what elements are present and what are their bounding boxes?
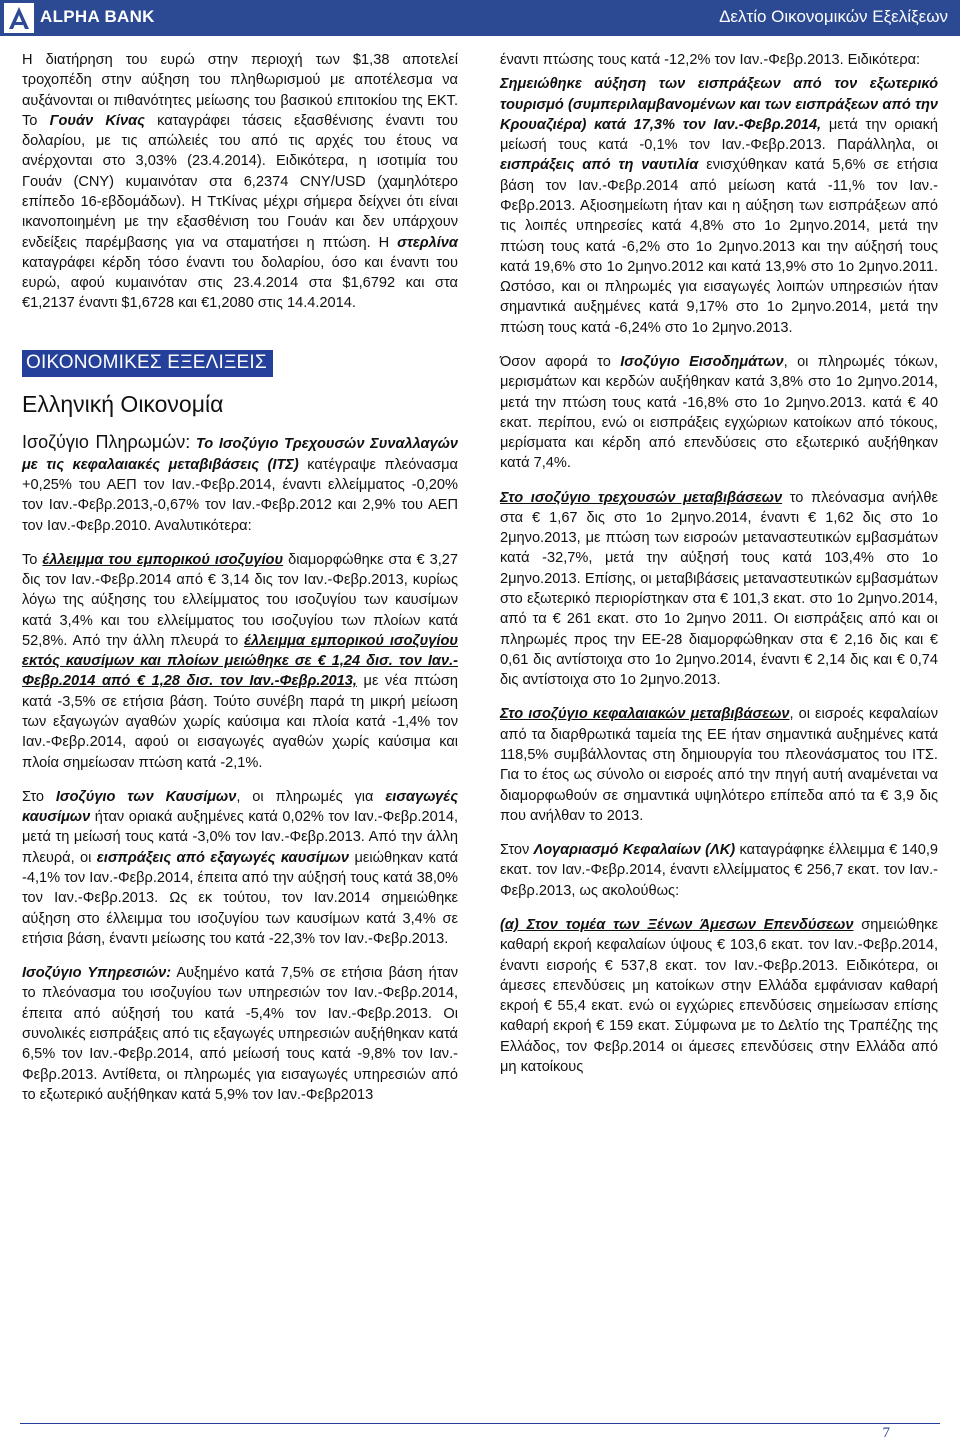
paragraph-services: Ισοζύγιο Υπηρεσιών: Αυξημένο κατά 7,5% σε ετήσια βάση ήταν το πλεόνασμα του ισοζυγίου των υπηρεσιών τον Ιαν.-Φεβρ.2014, έπειτα από αύξησή του κατά -5,4% τον Ιαν.-Φεβρ.2013. Οι συνολικές εισπράξεις από τις εξαγωγές υπηρεσιών αυξήθηκαν κατά 6,5% τον Ιαν.-Φεβρ.2014, από μείωσή τους κατά -9,8% τον Ιαν.-Φεβρ.2013. Αντίθετα, οι πληρωμές για εισαγωγές υπηρεσιών από το εξωτερικό αυξήθηκαν κατά 5,9% τον Ιαν.-Φεβρ2013 — [22, 965, 458, 1103]
paragraph-fdi: (α) Στον τομέα των Ξένων Άμεσων Επενδύσεων σημειώθηκε καθαρή εκροή κεφαλαίων ύψους € 103,6 εκατ. τον Ιαν.-Φεβρ.2014, έναντι εισροής € 537,8 εκατ. τον Ιαν.-Φεβρ.2013. Ειδικότερα, οι άμεσες επενδύσεις μη κατοίκων στην Ελλάδα εμφάνισαν καθαρή εκροή € 55,4 εκατ. ενώ οι εγχώριες επενδύσεις σημείωσαν επίσης καθαρή εκροή € 159 εκατ. Σύμφωνα με το Δελτίο της Τραπέζης της Ελλάδος, τον Φεβρ.2014 οι άμεσες επενδύσεις στην Ελλάδα από μη κατοίκους — [500, 916, 938, 1075]
document-title: Δελτίο Οικονομικών Εξελίξεων — [719, 7, 948, 26]
paragraph-services-cont: έναντι πτώσης τους κατά -12,2% τον Ιαν.-Φεβρ.2013. Ειδικότερα: — [500, 52, 921, 68]
footer-divider — [20, 1423, 940, 1424]
header-bar — [0, 0, 960, 36]
paragraph-fuel: Στο Ισοζύγιο των Καυσίμων, οι πληρωμές για εισαγωγές καυσίμων ήταν οριακά αυξημένες κατά 0,02% τον Ιαν.-Φεβρ.2014, μετά τη μείωσή τους κατά -3,0% τον Ιαν.-Φεβρ.2013. Από την άλλη πλευρά, οι εισπράξεις από εξαγωγές καυσίμων μειώθηκαν κατά -4,1% τον Ιαν.-Φεβρ.2014, έπειτα από την αύξησή τους κατά 38,0% τον Ιαν.-Φεβρ.2013. Ως εκ τούτου, τον Ιαν.2014 σημειώθηκε αύξηση στο έλλειμμα του ισοζυγίου των καυσίμων κατά 3,4% σε ετήσια βάση, έναντι μείωσης του κατά -22,3% τον Ιαν.-Φεβρ.2013. — [22, 788, 459, 947]
bank-logo-icon — [4, 3, 34, 33]
bank-name: ALPHA BANK — [40, 7, 155, 26]
paragraph-trade: Το έλλειμμα του εμπορικού ισοζυγίου διαμορφώθηκε στα € 3,27 δις τον Ιαν.-Φεβρ.2014 από € 3,14 δις τον Ιαν.-Φεβρ.2013, κυρίως λόγω της αύξησης του ελλείμματος του ισοζυγίου των καυσίμων κατά 3,4% και του ελλείμματος του ισοζυγίου των πλοίων κατά 52,8%. Από την άλλη πλευρά το έλλειμμα εμπορικού ισοζυγίου εκτός καυσίμων και πλοίων μειώθηκε σε € 1,24 δισ. τον Ιαν.-Φεβρ.2014 από € 1,28 δισ. τον Ιαν.-Φεβρ.2013, με νέα πτώση κατά -3,5% σε ετήσια βάση. Τούτο συνέβη παρά τη μικρή μείωση των εξαγωγών αγαθών χωρίς καύσιμα και πλοία κατά -1,4% τον Ιαν.-Φεβρ.2014, αφού οι εισαγωγές αγαθών χωρίς καύσιμα και πλοία σημείωσαν πτώση κατά -2,1%. — [22, 551, 458, 771]
paragraph-transfers: Στο ισοζύγιο τρεχουσών μεταβιβάσεων το πλεόνασμα ανήλθε στα € 1,67 δις στο 1ο 2μηνο.2014, έναντι € 1,62 δις στο 1ο 2μηνο.2013, με πτώση των εισροών μεταναστευτικών εμβασμάτων κατά -32,7%, μετά την αύξησή τους κατά 103,4% στο 1ο 2μηνο.2013. Επίσης, οι μεταβιβάσεις μεταναστευτικών εμβασμάτων στο εξωτερικό περιορίστηκαν στα € 101,3 εκατ. στο 1ο 2μηνο.2014, από τα € 261 εκατ. στο 1ο 2μηνο 2011. Οι εισπράξεις από και οι πληρωμές προς την ΕΕ-28 διαμορφώθηκαν στα € 2,16 δις και € 0,61 δις αντίστοιχα στο 1ο 2μηνο.2014, έναντι € 2,14 δις και € 0,74 δις αντίστοιχα στο 1ο 2μηνο.2013. — [500, 489, 938, 689]
section-title: Ελληνική Οικονομία — [22, 390, 224, 417]
right-column — [500, 50, 938, 1091]
section-header: ΟΙΚΟΝΟΜΙΚΕΣ ΕΞΕΛΙΞΕΙΣ — [22, 350, 273, 377]
page-number: 7 — [882, 1425, 890, 1441]
paragraph-capital-transfers: Στο ισοζύγιο κεφαλαιακών μεταβιβάσεων, οι εισροές κεφαλαίων από τα διαρθρωτικά ταμεία της ΕΕ ήταν σημαντικά αυξημένες κατά 118,5% συμβάλλοντας στη δημιουργία του πλεονάσματος του ΙΤΣ. Για το έτος ως σύνολο οι εισροές από την πηγή αυτή αναμένεται να διαμορφωθούν σε σημαντικά υψηλότερο επίπεδα από τα € 3,9 δις που ανήλθαν το 2013. — [500, 706, 938, 824]
left-column — [22, 50, 458, 1119]
paragraph-income: Όσον αφορά το Ισοζύγιο Εισοδημάτων, οι πληρωμές τόκων, μερισμάτων και κερδών αυξήθηκαν κατά 3,8% στο 1ο 2μηνο.2014, μετά την πτώση τους κατά -16,8% στο 1ο 2μηνο.2013. κατά € 40 εκατ. περίπου, ενώ οι εισπράξεις εγχώριων κατοίκων από τόκους, μερίσματα και κέρδη από επενδύσεις στο εξωτερικό αυξήθηκαν κατά 7,4%. — [500, 353, 939, 472]
paragraph-capital-account: Στον Λογαριασμό Κεφαλαίων (ΛΚ) καταγράφηκε έλλειμμα € 140,9 εκατ. τον Ιαν.-Φεβρ.2014, έναντι ελλείμματος € 256,7 εκατ. τον Ιαν.-Φεβρ.2013, ως ακολούθως: — [500, 842, 938, 899]
paragraph-bop: Ισοζύγιο Πληρωμών: Το Ισοζύγιο Τρεχουσών Συναλλαγών με τις κεφαλαιακές μεταβιβάσεις (ΙΤΣ) κατέγραψε πλεόνασμα +0,25% του ΑΕΠ τον Ιαν.-Φεβρ.2014, έναντι ελλείμματος -0,20% τον Ιαν.-Φεβρ.2013,-0,67% τον Ιαν.-Φεβρ.2012 και 2,9% του ΑΕΠ τον Ιαν.-Φεβρ.2010. Αναλυτικότερα: — [22, 431, 459, 534]
paragraph-currencies: Η διατήρηση του ευρώ στην περιοχή των $1,38 αποτελεί τροχοπέδη στην αύξηση του πληθωρισμού με αποτέλεσμα να αυξάνονται οι πιθανότητες μείωσης του βασικού επιτοκίου της ΕΚΤ. Το Γουάν Κίνας καταγράφει τάσεις εξασθένισης έναντι του δολαρίου, με τις απώλειές του από τις αρχές του έτους να ανέρχονται στο 3,03% (23.4.2014). Ειδικότερα, η ισοτιμία του Γουάν (CNY) κυμαινόταν στα 6,2374 CNY/USD (χαμηλότερο επίπεδο 16-εβδομάδων). Η ΤτΚίνας μέχρι σήμερα δείχνει ότι είναι ικανοποιημένη με την εξασθένιση του Γουάν και δεν υπάρχουν ενδείξεις παρέμβασης για να σταματήσει η πτώση. Η στερλίνα καταγράφει κέρδη τόσο έναντι του δολαρίου, όσο και έναντι του ευρώ, αφού κυμαινόταν στις 23.4.2014 στα $1,6792 και στα €1,2137 έναντι $1,6728 και €1,2080 στις 14.4.2014. — [22, 52, 458, 312]
paragraph-tourism: Σημειώθηκε αύξηση των εισπράξεων από τον εξωτερικό τουρισμό (συμπεριλαμβανομένων και των εισπράξεων από την Κρουαζιέρα) κατά 17,3% τον Ιαν.-Φεβρ.2014, μετά την οριακή μείωσή τους κατά -0,1% τον Ιαν.-Φεβρ.2013. Παράλληλα, οι εισπράξεις από τη ναυτιλία ενισχύθηκαν κατά 5,6% σε ετήσια βάση τον Ιαν.-Φεβρ.2014 από μείωση κατά -11,% τον Ιαν.-Φεβρ.2013. Αξιοσημείωτη ήταν και η αύξηση των εισπράξεων από τις λοιπές υπηρεσίες κατά 4,8% στο 1ο 2μηνο.2014, μετά την πτώση τους κατά -6,2% στο 1ο 2μηνο.2013 και την αύξησή τους κατά 19,6% στο 1ο 2μηνο.2012 και κατά 13,9% στο 1ο 2μηνο.2011. Ωστόσο, και οι πληρωμές για εισαγωγές λοιπών υπηρεσιών ήταν σημαντικά αυξημένες κατά 9,17% στο 1ο 2μηνο.2014, μετά την πτώση τους κατά -6,24% στο 1ο 2μηνο.2013. — [500, 76, 938, 336]
